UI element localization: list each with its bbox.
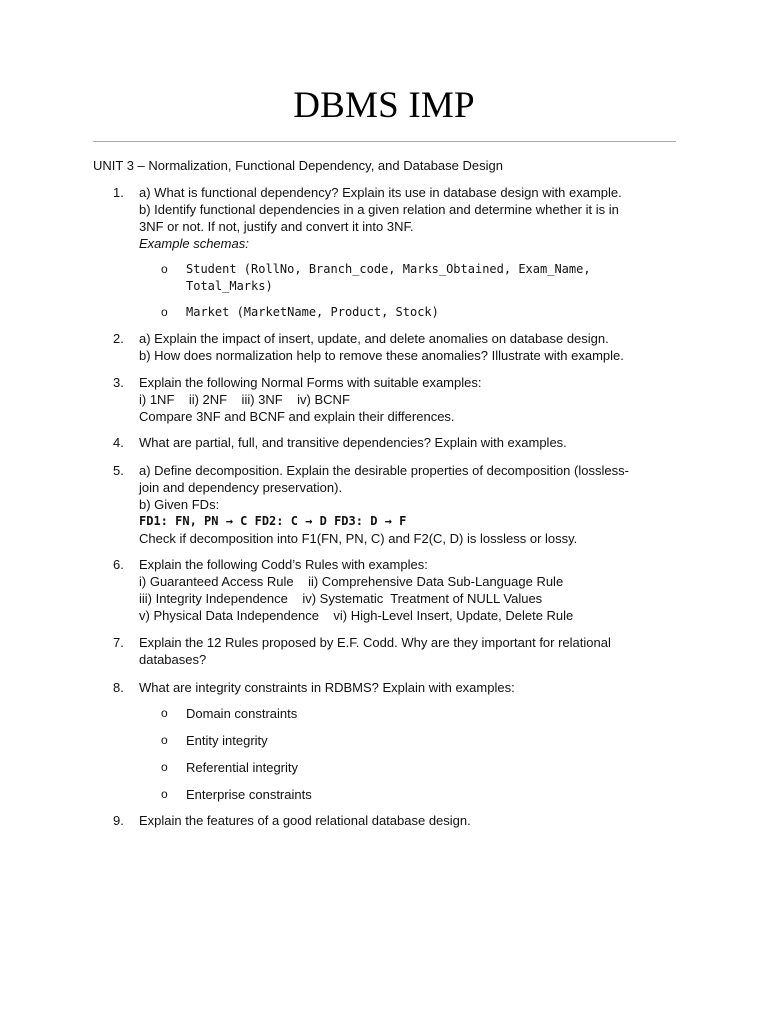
unit-heading: UNIT 3 – Normalization, Functional Dependency, and Database Design: [93, 158, 503, 173]
constraint-text: Referential integrity: [186, 760, 298, 775]
question-line: Explain the following Codd’s Rules with examples:: [139, 557, 428, 572]
question-1: [113, 184, 678, 252]
question-line: a) Define decomposition. Explain the desirable properties of decomposition (lossless-: [139, 463, 629, 478]
question-4: [113, 434, 678, 451]
question-number: 2.: [113, 331, 124, 346]
question-line: iii) Integrity Independence iv) Systematic Treatment of NULL Values: [139, 591, 543, 606]
fd-line: FD1: FN, PN → C FD2: C → D FD3: D → F: [139, 514, 407, 528]
constraint-text: Enterprise constraints: [186, 787, 312, 802]
question-number: 4.: [113, 435, 124, 450]
question-number: 3.: [113, 375, 124, 390]
question-number: 9.: [113, 813, 124, 828]
schema-text: Student (RollNo, Branch_code, Marks_Obtained, Exam_Name,: [186, 262, 591, 276]
question-line: Compare 3NF and BCNF and explain their differences.: [139, 409, 455, 424]
question-line: i) 1NF ii) 2NF iii) 3NF iv) BCNF: [139, 392, 350, 407]
bullet-icon: o: [161, 262, 168, 276]
bullet-icon: o: [161, 706, 168, 720]
schema-text: Total_Marks): [186, 279, 273, 293]
constraint-item-entity: [161, 732, 268, 749]
question-line: v) Physical Data Independence vi) High-Level Insert, Update, Delete Rule: [139, 608, 574, 623]
question-3: [113, 374, 678, 425]
question-line: Example schemas:: [139, 236, 249, 251]
question-number: 6.: [113, 557, 124, 572]
constraint-text: Domain constraints: [186, 706, 298, 721]
question-line: Check if decomposition into F1(FN, PN, C) and F2(C, D) is lossless or lossy.: [139, 531, 578, 546]
question-6: [113, 556, 678, 624]
question-number: 8.: [113, 680, 124, 695]
question-line: databases?: [139, 652, 207, 667]
question-line: What are integrity constraints in RDBMS? Explain with examples:: [139, 680, 515, 695]
question-line: join and dependency preservation).: [139, 480, 343, 495]
schema-item-student: [161, 261, 591, 295]
question-2: [113, 330, 678, 364]
question-5: [113, 462, 678, 547]
question-line: a) Explain the impact of insert, update, and delete anomalies on database design.: [139, 331, 609, 346]
question-9: [113, 812, 678, 829]
question-line: What are partial, full, and transitive dependencies? Explain with examples.: [139, 435, 567, 450]
question-line: a) What is functional dependency? Explain its use in database design with example.: [139, 185, 622, 200]
constraint-item-domain: [161, 705, 297, 722]
question-line: i) Guaranteed Access Rule ii) Comprehensive Data Sub-Language Rule: [139, 574, 564, 589]
question-number: 7.: [113, 635, 124, 650]
bullet-icon: o: [161, 305, 168, 319]
schema-item-market: [161, 304, 439, 321]
bullet-icon: o: [161, 760, 168, 774]
question-line: Explain the features of a good relational database design.: [139, 813, 471, 828]
bullet-icon: o: [161, 787, 168, 801]
question-line: Explain the 12 Rules proposed by E.F. Codd. Why are they important for relational: [139, 635, 611, 650]
constraint-item-enterprise: [161, 786, 312, 803]
question-line: b) How does normalization help to remove these anomalies? Illustrate with example.: [139, 348, 624, 363]
title-divider: [93, 141, 676, 142]
schema-text: Market (MarketName, Product, Stock): [186, 305, 439, 319]
question-number: 1.: [113, 185, 124, 200]
question-line: b) Identify functional dependencies in a given relation and determine whether it is in: [139, 202, 619, 217]
question-line: b) Given FDs:: [139, 497, 220, 512]
question-line: Explain the following Normal Forms with suitable examples:: [139, 375, 482, 390]
question-8: [113, 679, 678, 696]
question-7: [113, 634, 678, 668]
constraint-item-referential: [161, 759, 298, 776]
question-number: 5.: [113, 463, 124, 478]
page-title: DBMS IMP: [293, 85, 475, 126]
bullet-icon: o: [161, 733, 168, 747]
constraint-text: Entity integrity: [186, 733, 268, 748]
question-line: 3NF or not. If not, justify and convert it into 3NF.: [139, 219, 414, 234]
